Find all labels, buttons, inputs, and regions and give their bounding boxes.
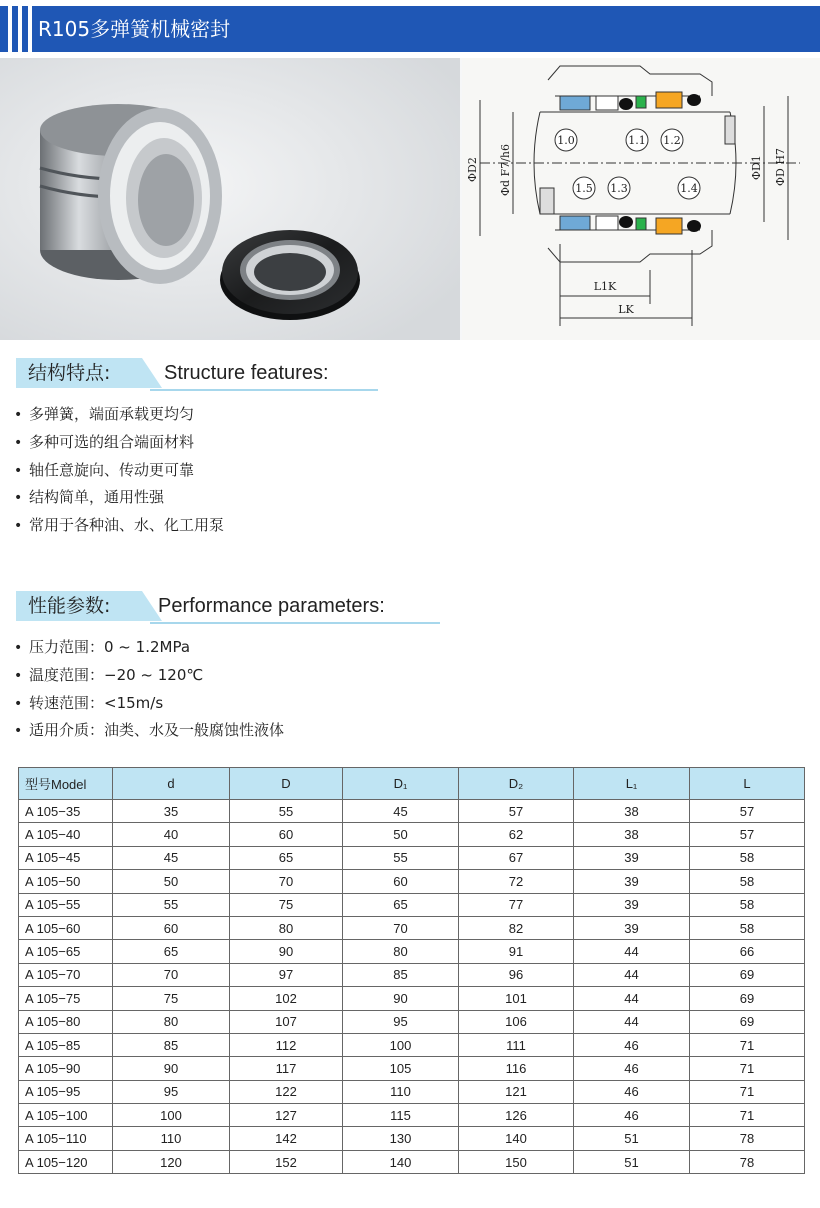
part-label-1-5: 1.5 (575, 182, 593, 195)
seal-photo-image (0, 58, 460, 340)
table-cell: A 105−80 (19, 1010, 113, 1033)
product-photo (0, 58, 460, 340)
table-cell: 57 (459, 800, 574, 823)
table-cell: 75 (230, 893, 343, 916)
table-cell: 140 (459, 1127, 574, 1150)
table-cell: 97 (230, 963, 343, 986)
list-item: • 转速范围：<15m/s (14, 690, 284, 718)
table-cell: A 105−60 (19, 916, 113, 939)
table-cell: 71 (690, 1080, 805, 1103)
performance-list (14, 634, 284, 745)
table-cell: 78 (690, 1127, 805, 1150)
table-cell: 44 (574, 1010, 690, 1033)
dim-label-d1: ΦD1 (750, 155, 763, 180)
table-cell: 101 (459, 987, 574, 1010)
table-cell: 38 (574, 823, 690, 846)
table-cell: 71 (690, 1104, 805, 1127)
spec-table (18, 767, 805, 1174)
table-cell: 55 (343, 846, 459, 869)
table-cell: A 105−40 (19, 823, 113, 846)
table-cell: 120 (113, 1150, 230, 1173)
table-cell: 46 (574, 1080, 690, 1103)
table-cell: 70 (230, 870, 343, 893)
table-cell: 45 (343, 800, 459, 823)
table-cell: 78 (690, 1150, 805, 1173)
table-cell: 80 (113, 1010, 230, 1033)
table-cell: 77 (459, 893, 574, 916)
table-cell: A 105−75 (19, 987, 113, 1010)
title-bar (0, 6, 820, 52)
table-cell: 39 (574, 846, 690, 869)
table-cell: 60 (230, 823, 343, 846)
table-cell: 71 (690, 1057, 805, 1080)
table-cell: 122 (230, 1080, 343, 1103)
table-cell: 70 (113, 963, 230, 986)
list-item: • 压力范围：0 ~ 1.2MPa (14, 634, 284, 662)
table-cell: A 105−50 (19, 870, 113, 893)
table-cell: 65 (343, 893, 459, 916)
table-cell: 117 (230, 1057, 343, 1080)
part-label-1-1: 1.1 (628, 134, 646, 147)
table-cell: 100 (343, 1033, 459, 1056)
table-row (19, 963, 805, 986)
table-cell: 69 (690, 1010, 805, 1033)
list-item: • 温度范围：−20 ~ 120℃ (14, 662, 284, 690)
list-item: • 轴任意旋向、传动更可靠 (14, 457, 224, 485)
table-cell: 152 (230, 1150, 343, 1173)
dim-label-dh7: ΦD H7 (774, 148, 787, 186)
table-row (19, 1104, 805, 1127)
table-cell: 121 (459, 1080, 574, 1103)
table-cell: 55 (113, 893, 230, 916)
table-cell: A 105−90 (19, 1057, 113, 1080)
table-cell: 90 (343, 987, 459, 1010)
table-cell: 90 (113, 1057, 230, 1080)
list-item: • 多种可选的组合端面材料 (14, 429, 224, 457)
table-cell: A 105−100 (19, 1104, 113, 1127)
table-cell: 69 (690, 963, 805, 986)
table-row (19, 800, 805, 823)
table-cell: 55 (230, 800, 343, 823)
list-item: • 常用于各种油、水、化工用泵 (14, 512, 224, 540)
table-cell: 142 (230, 1127, 343, 1150)
table-cell: A 105−85 (19, 1033, 113, 1056)
table-cell: 58 (690, 916, 805, 939)
performance-heading-en: Performance parameters: (158, 595, 385, 617)
spec-table-body (19, 800, 805, 1174)
structure-heading-en: Structure features: (164, 362, 329, 384)
seal-cross-section-drawing (462, 58, 820, 340)
table-cell: 107 (230, 1010, 343, 1033)
table-cell: 70 (343, 916, 459, 939)
table-cell: 105 (343, 1057, 459, 1080)
table-cell: 72 (459, 870, 574, 893)
table-cell: 102 (230, 987, 343, 1010)
table-cell: 57 (690, 823, 805, 846)
technical-drawing (462, 58, 820, 340)
col-header-D: D (230, 768, 343, 800)
dim-label-d2: ΦD2 (466, 157, 479, 182)
table-row (19, 1057, 805, 1080)
dim-label-l1k: L1K (593, 280, 617, 293)
table-cell: A 105−65 (19, 940, 113, 963)
table-cell: 46 (574, 1057, 690, 1080)
table-cell: 46 (574, 1104, 690, 1127)
table-cell: 110 (113, 1127, 230, 1150)
table-cell: 58 (690, 893, 805, 916)
table-row (19, 1127, 805, 1150)
table-cell: 39 (574, 870, 690, 893)
part-label-1-2: 1.2 (663, 134, 681, 147)
table-cell: 127 (230, 1104, 343, 1127)
table-cell: 51 (574, 1150, 690, 1173)
performance-heading (0, 587, 440, 627)
col-header-D2: D₂ (459, 768, 574, 800)
table-cell: 65 (113, 940, 230, 963)
table-row (19, 916, 805, 939)
table-cell: A 105−35 (19, 800, 113, 823)
col-header-L1: L₁ (574, 768, 690, 800)
table-cell: 85 (113, 1033, 230, 1056)
table-cell: 67 (459, 846, 574, 869)
table-cell: 44 (574, 963, 690, 986)
table-cell: 112 (230, 1033, 343, 1056)
table-cell: 82 (459, 916, 574, 939)
table-cell: 39 (574, 916, 690, 939)
table-cell: 150 (459, 1150, 574, 1173)
table-cell: 80 (343, 940, 459, 963)
table-cell: 58 (690, 846, 805, 869)
table-cell: 110 (343, 1080, 459, 1103)
table-cell: 38 (574, 800, 690, 823)
table-cell: A 105−120 (19, 1150, 113, 1173)
part-label-1-4: 1.4 (680, 182, 698, 195)
table-cell: 115 (343, 1104, 459, 1127)
list-item: • 适用介质：油类、水及一般腐蚀性液体 (14, 717, 284, 745)
table-cell: 130 (343, 1127, 459, 1150)
table-cell: 106 (459, 1010, 574, 1033)
table-row (19, 1033, 805, 1056)
table-cell: 90 (230, 940, 343, 963)
table-cell: 39 (574, 893, 690, 916)
table-cell: A 105−70 (19, 963, 113, 986)
table-row (19, 1010, 805, 1033)
table-cell: 44 (574, 987, 690, 1010)
table-row (19, 823, 805, 846)
table-cell: 65 (230, 846, 343, 869)
table-cell: 60 (343, 870, 459, 893)
table-row (19, 1080, 805, 1103)
table-cell: A 105−55 (19, 893, 113, 916)
table-cell: 51 (574, 1127, 690, 1150)
col-header-d: d (113, 768, 230, 800)
table-cell: 95 (113, 1080, 230, 1103)
table-cell: 95 (343, 1010, 459, 1033)
table-cell: A 105−95 (19, 1080, 113, 1103)
structure-heading-underline (150, 389, 378, 391)
dim-label-d: Φd F7/h6 (499, 144, 512, 196)
part-label-1-0: 1.0 (557, 134, 575, 147)
performance-heading-underline (150, 622, 440, 624)
table-cell: 40 (113, 823, 230, 846)
table-cell: 44 (574, 940, 690, 963)
table-cell: 75 (113, 987, 230, 1010)
col-header-L: L (690, 768, 805, 800)
table-cell: 111 (459, 1033, 574, 1056)
table-cell: 96 (459, 963, 574, 986)
table-cell: 62 (459, 823, 574, 846)
table-cell: 60 (113, 916, 230, 939)
table-cell: 69 (690, 987, 805, 1010)
table-cell: 58 (690, 870, 805, 893)
table-cell: 100 (113, 1104, 230, 1127)
table-cell: 66 (690, 940, 805, 963)
table-row (19, 870, 805, 893)
dim-label-lk: LK (618, 303, 634, 316)
table-cell: 85 (343, 963, 459, 986)
table-cell: 57 (690, 800, 805, 823)
performance-heading-cn: 性能参数: (28, 595, 111, 617)
table-cell: A 105−110 (19, 1127, 113, 1150)
title-bar-stripes (8, 6, 32, 52)
table-cell: 35 (113, 800, 230, 823)
table-cell: 140 (343, 1150, 459, 1173)
structure-heading (0, 354, 440, 394)
table-row (19, 940, 805, 963)
table-header-row (19, 768, 805, 800)
table-cell: 80 (230, 916, 343, 939)
table-cell: A 105−45 (19, 846, 113, 869)
part-label-1-3: 1.3 (610, 182, 628, 195)
table-row (19, 893, 805, 916)
table-cell: 71 (690, 1033, 805, 1056)
table-cell: 46 (574, 1033, 690, 1056)
page-title: R105多弹簧机械密封 (38, 17, 231, 41)
table-cell: 126 (459, 1104, 574, 1127)
structure-heading-cn: 结构特点: (28, 362, 111, 384)
col-header-model: 型号Model (19, 768, 113, 800)
table-cell: 50 (343, 823, 459, 846)
table-row (19, 846, 805, 869)
table-cell: 45 (113, 846, 230, 869)
list-item: • 多弹簧，端面承载更均匀 (14, 401, 224, 429)
table-cell: 50 (113, 870, 230, 893)
table-row (19, 1150, 805, 1173)
structure-list (14, 401, 224, 540)
table-cell: 116 (459, 1057, 574, 1080)
table-row (19, 987, 805, 1010)
col-header-D1: D₁ (343, 768, 459, 800)
list-item: • 结构简单，通用性强 (14, 484, 224, 512)
table-cell: 91 (459, 940, 574, 963)
